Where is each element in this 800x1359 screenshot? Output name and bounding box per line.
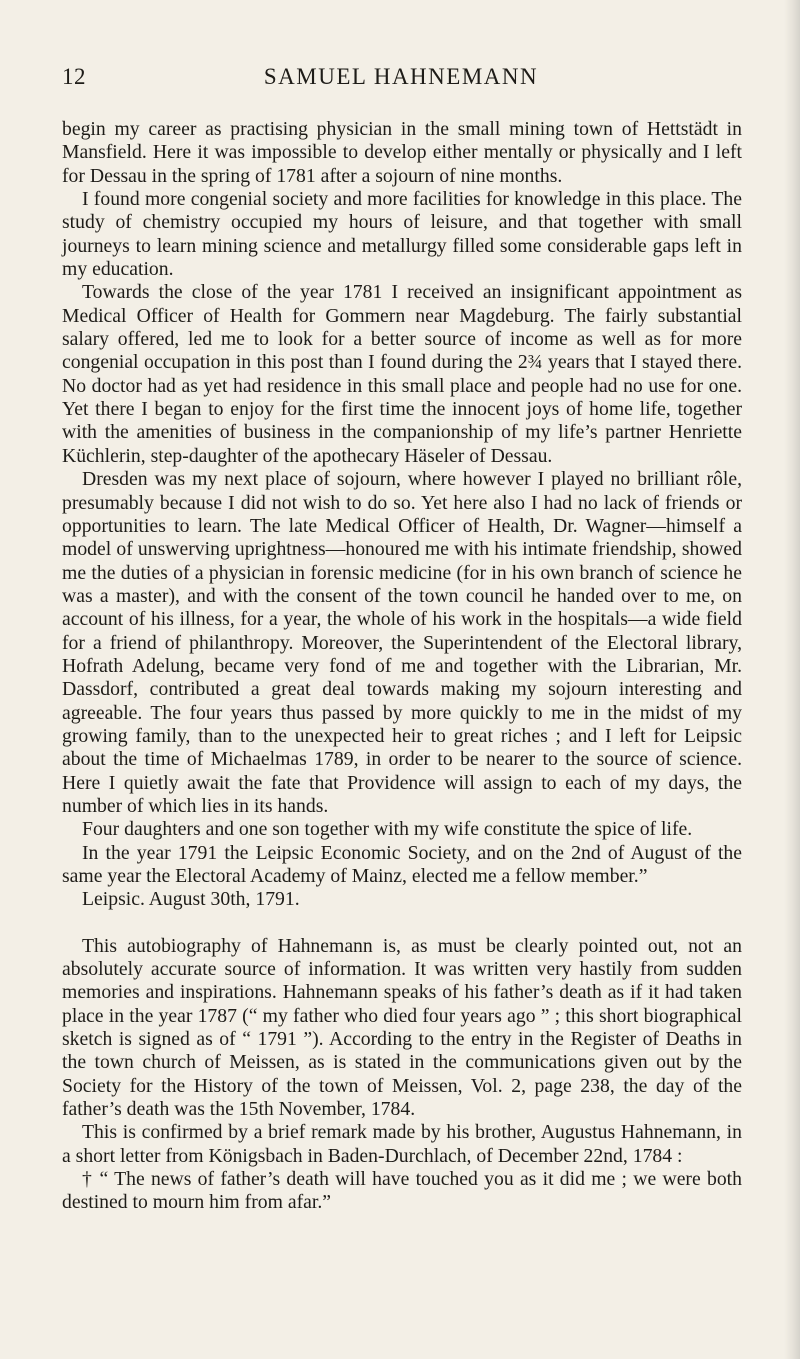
paragraph-gommern: Towards the close of the year 1781 I received an insignificant appointment as Medical Officer of Health for Gommern near Magdeburg. The fairly substantial salary offered, led me to look for a better source of income as well as for more congenial occupation in this post than I found during the 2¾ years that I stayed there. No doctor had as yet had residence in this small place and people had no use for one. Yet there I began to enjoy for the first time the innocent joys of home life, together with the amenities of business in the companionship of my life’s partner Henriette Küchlerin, step-daughter of the apothecary Häseler of Dessau. (62, 281, 742, 467)
page-header (62, 64, 740, 94)
paragraph-career-start: begin my career as practising physician in the small mining town of Hettstädt in Mansfield. Here it was impossible to develop either mentally or physically and I left for Dessau in the spring of 1781 after a sojourn of nine months. (62, 118, 742, 187)
paragraph-letter-quote: † “ The news of father’s death will have touched you as it did me ; we were both destined to mourn him from afar.” (62, 1168, 742, 1214)
paragraph-family: Four daughters and one son together with my wife constitute the spice of life. (82, 818, 693, 841)
paragraph-dresden: Dresden was my next place of sojourn, where however I played no brilliant rôle, presumably because I did not wish to do so. Yet here also I had no lack of friends or opportunities to learn. The late Medical Officer of Health, Dr. Wagner—himself a model of unswerving uprightness—honoured me with his intimate friendship, showed me the duties of a physician in forensic medicine (for in his own branch of science he was a master), and with the consent of the town council he handed over to me, on account of his illness, for a year, the whole of his work in the hospitals—a wide field for a friend of philanthropy. Moreover, the Superintendent of the Electoral library, Hofrath Adelung, became very fond of me and together with the Librarian, Mr. Dassdorf, contributed a great deal towards making my sojourn interesting and agreeable. The four years thus passed by more quickly to me in the midst of my growing family, than to the unexpected heir to great riches ; and I left for Leipsic about the time of Michaelmas 1789, in order to be nearer to the source of science. Here I quietly await the fate that Providence will assign to each of my days, the number of which lies in its hands. (62, 468, 742, 817)
paragraph-commentary: This autobiography of Hahnemann is, as must be clearly pointed out, not an absolutely accurate source of information. It was written very hastily from sudden memories and inspirations. Hahnemann speaks of his father’s death as if it had taken place in the year 1787 (“ my father who died four years ago ” ; this short biographical sketch is signed as of “ 1791 ”). According to the entry in the Register of Deaths in the town church of Meissen, as is stated in the communications given out by the Society for the History of the town of Meissen, Vol. 2, page 238, the day of the father’s death was the 15th November, 1784. (62, 934, 742, 1121)
paragraph-signoff: Leipsic. August 30th, 1791. (82, 888, 300, 911)
paragraph-societies: In the year 1791 the Leipsic Economic Society, and on the 2nd of August of the same year the Electoral Academy of Mainz, elected me a fellow member.” (62, 841, 742, 887)
running-title: SAMUEL HAHNEMANN (263, 64, 539, 89)
paragraph-confirmation: This is confirmed by a brief remark made by his brother, Augustus Hahnemann, in a short letter from Königsbach in Baden-Durchlach, of December 22nd, 1784 : (62, 1121, 742, 1167)
page-number: 12 (62, 64, 86, 89)
page-edge-shadow (784, 0, 800, 1359)
body-text (62, 118, 742, 1215)
paragraph-dessau: I found more congenial society and more facilities for knowledge in this place. The study of chemistry occupied my hours of leisure, and that together with small journeys to learn mining science and metallurgy filled some considerable gaps left in my education. (62, 188, 742, 281)
